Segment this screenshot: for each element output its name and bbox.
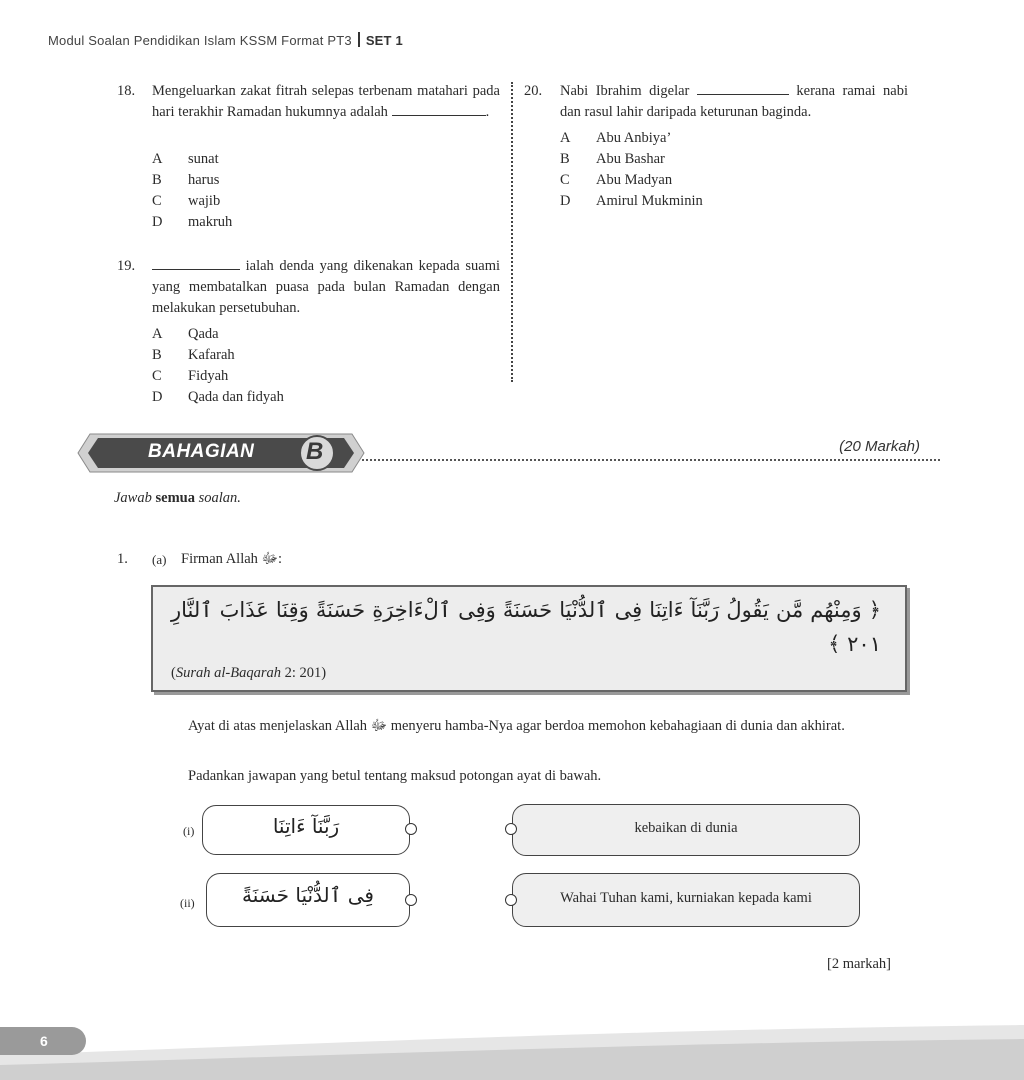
header-title: Modul Soalan Pendidikan Islam KSSM Format PT3 [48,33,352,48]
option-c[interactable] [560,172,672,189]
match-left-2 [206,873,410,927]
match-label-i: (i) [183,824,195,838]
verse-source: (Surah al-Baqarah 2: 201) [171,665,327,681]
match-connector-right-2[interactable] [505,894,517,906]
answer-blank [697,82,789,95]
footer-wave [0,1025,1024,1080]
option-letter: C [152,193,162,209]
option-text: harus [188,172,220,188]
question-text [152,256,500,319]
instruction-emphasis: semua [155,490,195,506]
section-rule [362,459,940,461]
explanation-paragraph: Ayat di atas menjelaskan Allah ﷻ menyeru hamba-Nya agar berdoa memohon kebahagiaan di dunia dan akhirat. [188,718,845,734]
match-left-arabic: فِى ٱلدُّنْيَا حَسَنَةً [242,883,374,907]
part-b-marks: [2 markah] [827,956,892,972]
option-text: Fidyah [188,368,229,384]
question-text [560,81,908,123]
option-d[interactable] [152,214,232,231]
question-number: 19. [117,258,136,274]
option-b[interactable] [152,347,235,364]
option-text: makruh [188,214,233,230]
match-right-text: Wahai Tuhan kami, kurniakan kepada kami [560,890,812,906]
match-right-text: kebaikan di dunia [634,820,738,836]
option-d[interactable] [560,193,703,210]
section-marks: (20 Markah) [839,438,920,455]
header-set: SET 1 [365,33,403,48]
page-number: 6 [0,1027,86,1055]
option-letter: A [152,151,163,167]
option-text: Amirul Mukminin [596,193,703,209]
option-letter: D [560,193,571,209]
match-connector-right-1[interactable] [505,823,517,835]
firman-intro: Firman Allah ﷻ: [181,551,282,567]
option-a[interactable] [560,130,671,147]
option-letter: A [152,326,163,342]
section-banner [76,432,366,474]
header-divider [358,32,360,47]
section-label: BAHAGIAN [148,441,255,462]
sub-question-label: (a) [152,552,167,567]
question-number: 20. [524,83,543,99]
match-left-arabic: رَبَّنَآ ءَاتِنَا [272,814,340,838]
match-connector-left-2[interactable] [405,894,417,906]
option-a[interactable] [152,151,219,168]
match-label-ii: (ii) [180,896,195,910]
question-text [152,81,500,123]
answer-blank [152,257,240,270]
option-letter: B [152,347,162,363]
match-right-1 [512,804,860,856]
option-letter: D [152,389,163,405]
answer-blank [392,103,486,116]
option-text: wajib [188,193,221,209]
section-letter: B [306,438,324,465]
option-text: Abu Bashar [596,151,665,167]
option-text: Abu Madyan [596,172,673,188]
question-text-after: . [485,104,490,120]
verse-source-ref: 2: 201) [280,665,327,681]
part-b-question-number: 1. [117,551,128,567]
option-text: Abu Anbiya’ [596,130,672,146]
question-text-after: ialah denda yang dikenakan kepada suami yang membatalkan puasa pada bulan Ramadan dengan melakukan persetubuhan. [152,258,501,316]
match-right-2 [512,873,860,927]
column-divider [511,82,513,382]
instruction-text: soalan. [198,490,241,506]
option-d[interactable] [152,389,284,406]
match-connector-left-1[interactable] [405,823,417,835]
question-text-before: Mengeluarkan zakat fitrah selepas terbenam matahari pada hari terakhir Ramadan hukumnya adalah [152,83,500,120]
question-text-before: Nabi Ibrahim digelar [560,83,690,99]
option-c[interactable] [152,193,220,210]
option-letter: D [152,214,163,230]
option-b[interactable] [152,172,219,189]
option-text: sunat [188,151,219,167]
option-a[interactable] [152,326,219,343]
question-text-after: kerana ramai nabi dan rasul lahir daripada keturunan baginda. [560,83,909,120]
instruction-text: Jawab [114,490,152,506]
question-number: 18. [117,83,136,99]
verse-box [151,585,907,692]
option-c[interactable] [152,368,228,385]
option-letter: B [560,151,570,167]
matching-instruction: Padankan jawapan yang betul tentang maksud potongan ayat di bawah. [188,768,602,784]
option-text: Qada dan fidyah [188,389,284,405]
option-text: Qada [188,326,219,342]
verse-source-name: Surah al-Baqarah [175,665,281,681]
option-text: Kafarah [188,347,235,363]
option-b[interactable] [560,151,665,168]
running-header [48,32,403,48]
option-letter: C [560,172,570,188]
option-letter: C [152,368,162,384]
option-letter: B [152,172,162,188]
option-letter: A [560,130,571,146]
verse-arabic: ﴿ وَمِنْهُم مَّن يَقُولُ رَبَّنَآ ءَاتِنَا فِى ٱلدُّنْيَا حَسَنَةً وَفِى ٱلْءَاخِرَةِ حَسَنَةً وَقِنَا عَذَابَ ٱلنَّارِ ٢٠١ ﴾ [171,598,881,656]
section-instruction [114,490,241,507]
match-left-1 [202,805,410,855]
